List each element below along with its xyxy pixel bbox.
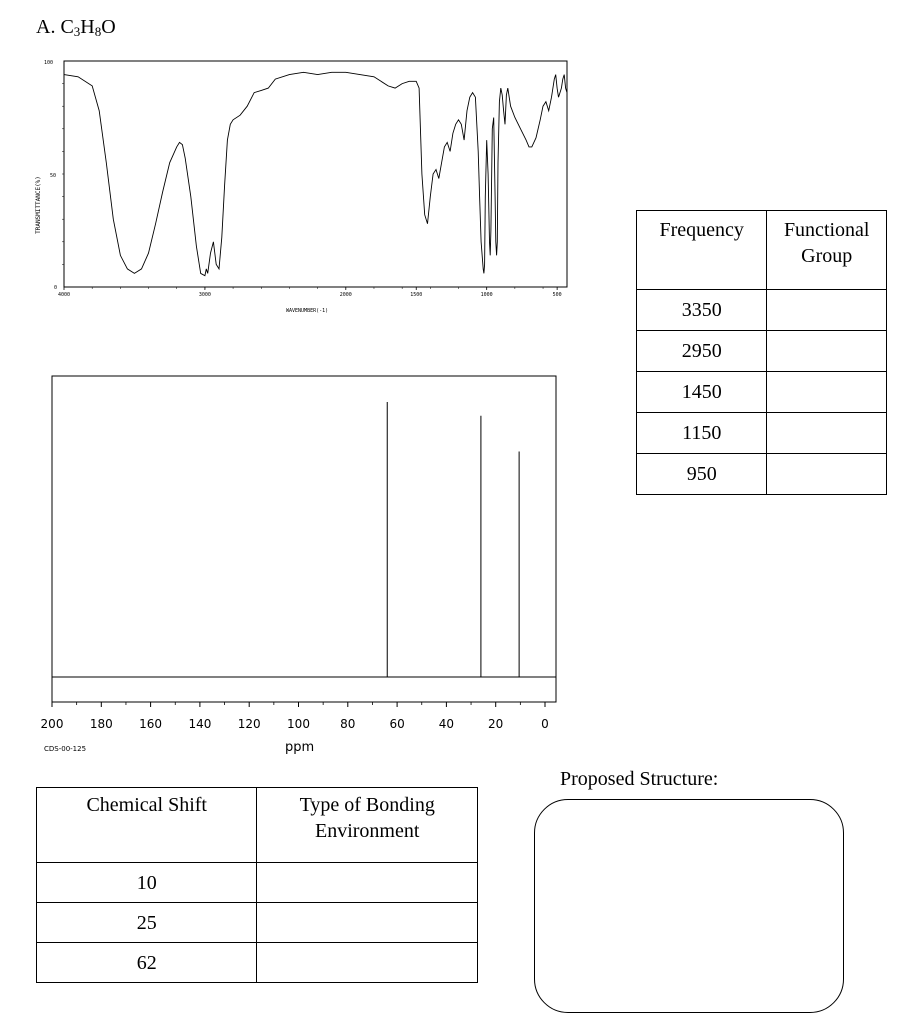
ir-x-ticks (58, 84, 562, 298)
chemical-shift-cell: 25 (37, 903, 257, 943)
ir-x-tick-label: 3000 (198, 292, 211, 298)
table-row (37, 903, 478, 943)
ir-y-tick-50: 50 (50, 173, 57, 179)
cnmr-x-tick-label: 160 (139, 717, 163, 731)
ir-x-tick-label: 1500 (410, 292, 423, 298)
cnmr-x-tick-label: 120 (237, 717, 261, 731)
ir-spectrum-chart (28, 55, 568, 330)
functional-group-header-line2: Group (801, 245, 853, 267)
chemical-shift-cell: 10 (37, 863, 257, 903)
ir-x-tick-label: 1000 (480, 292, 493, 298)
chemical-shift-table (36, 787, 478, 983)
cnmr-x-tick-label: 40 (438, 717, 455, 731)
bonding-environment-answer-cell[interactable] (257, 863, 478, 903)
bonding-environment-header-line1: Type of Bonding (299, 794, 435, 816)
formula-hydrogen-count: 8 (94, 24, 102, 39)
ir-frequency-table (636, 210, 887, 495)
cnmr-peaks (387, 402, 519, 677)
cnmr-x-tick-label: 60 (389, 717, 405, 731)
ir-y-tick-0: 0 (54, 285, 58, 291)
table-row (37, 943, 478, 983)
bonding-environment-header (257, 788, 478, 863)
chemical-shift-header: Chemical Shift (37, 788, 257, 863)
table-row (637, 372, 887, 413)
bonding-environment-answer-cell[interactable] (257, 903, 478, 943)
frequency-cell: 3350 (637, 290, 767, 331)
cnmr-x-axis-label: ppm (285, 740, 315, 755)
cnmr-x-tick-label: 80 (340, 717, 356, 731)
ir-x-tick-label: 500 (552, 292, 562, 298)
formula-oxygen: O (101, 16, 116, 38)
cnmr-x-tick-label: 180 (89, 717, 113, 731)
cnmr-x-tick-label: 200 (40, 717, 64, 731)
table-row (37, 863, 478, 903)
proposed-structure-drawing-area[interactable] (534, 799, 844, 1013)
functional-group-answer-cell[interactable] (767, 331, 887, 372)
ir-x-tick-label: 2000 (339, 292, 352, 298)
cnmr-x-tick-label: 140 (188, 717, 212, 731)
table-row (637, 413, 887, 454)
table-row (637, 331, 887, 372)
cnmr-x-ticks (41, 702, 549, 731)
bonding-environment-header-line2: Environment (315, 820, 420, 842)
functional-group-header (767, 211, 887, 290)
ir-x-tick-label: 4000 (57, 292, 71, 298)
proposed-structure-label: Proposed Structure: (560, 768, 719, 790)
formula-carbon: C (60, 16, 74, 38)
cnmr-spectrum-chart (28, 370, 568, 765)
cnmr-x-tick-label: 0 (541, 717, 549, 731)
cnmr-x-tick-label: 20 (488, 717, 504, 731)
table-row (637, 454, 887, 495)
ir-transmittance-curve (64, 72, 567, 275)
functional-group-answer-cell[interactable] (767, 372, 887, 413)
table-row (637, 290, 887, 331)
functional-group-answer-cell[interactable] (767, 454, 887, 495)
problem-heading (36, 16, 116, 40)
problem-letter: A. (36, 16, 56, 38)
bonding-environment-answer-cell[interactable] (257, 943, 478, 983)
cnmr-sample-code: CDS-00-125 (44, 745, 87, 753)
frequency-cell: 1450 (637, 372, 767, 413)
frequency-cell: 2950 (637, 331, 767, 372)
functional-group-answer-cell[interactable] (767, 290, 887, 331)
functional-group-header-line1: Functional (783, 219, 870, 241)
functional-group-answer-cell[interactable] (767, 413, 887, 454)
formula-hydrogen: H (80, 16, 95, 38)
formula-carbon-count: 3 (73, 24, 81, 39)
frequency-cell: 1150 (637, 413, 767, 454)
ir-y-axis-label: TRANSMITTANCE(%) (35, 176, 42, 234)
frequency-header: Frequency (637, 211, 767, 290)
frequency-cell: 950 (637, 454, 767, 495)
cnmr-x-tick-label: 100 (287, 717, 310, 731)
ir-y-tick-100: 100 (44, 60, 54, 66)
chemical-shift-cell: 62 (37, 943, 257, 983)
cnmr-plot-frame (52, 376, 556, 702)
ir-x-axis-label: WAVENUMBER(-1) (286, 308, 329, 314)
molecular-formula (60, 16, 115, 38)
